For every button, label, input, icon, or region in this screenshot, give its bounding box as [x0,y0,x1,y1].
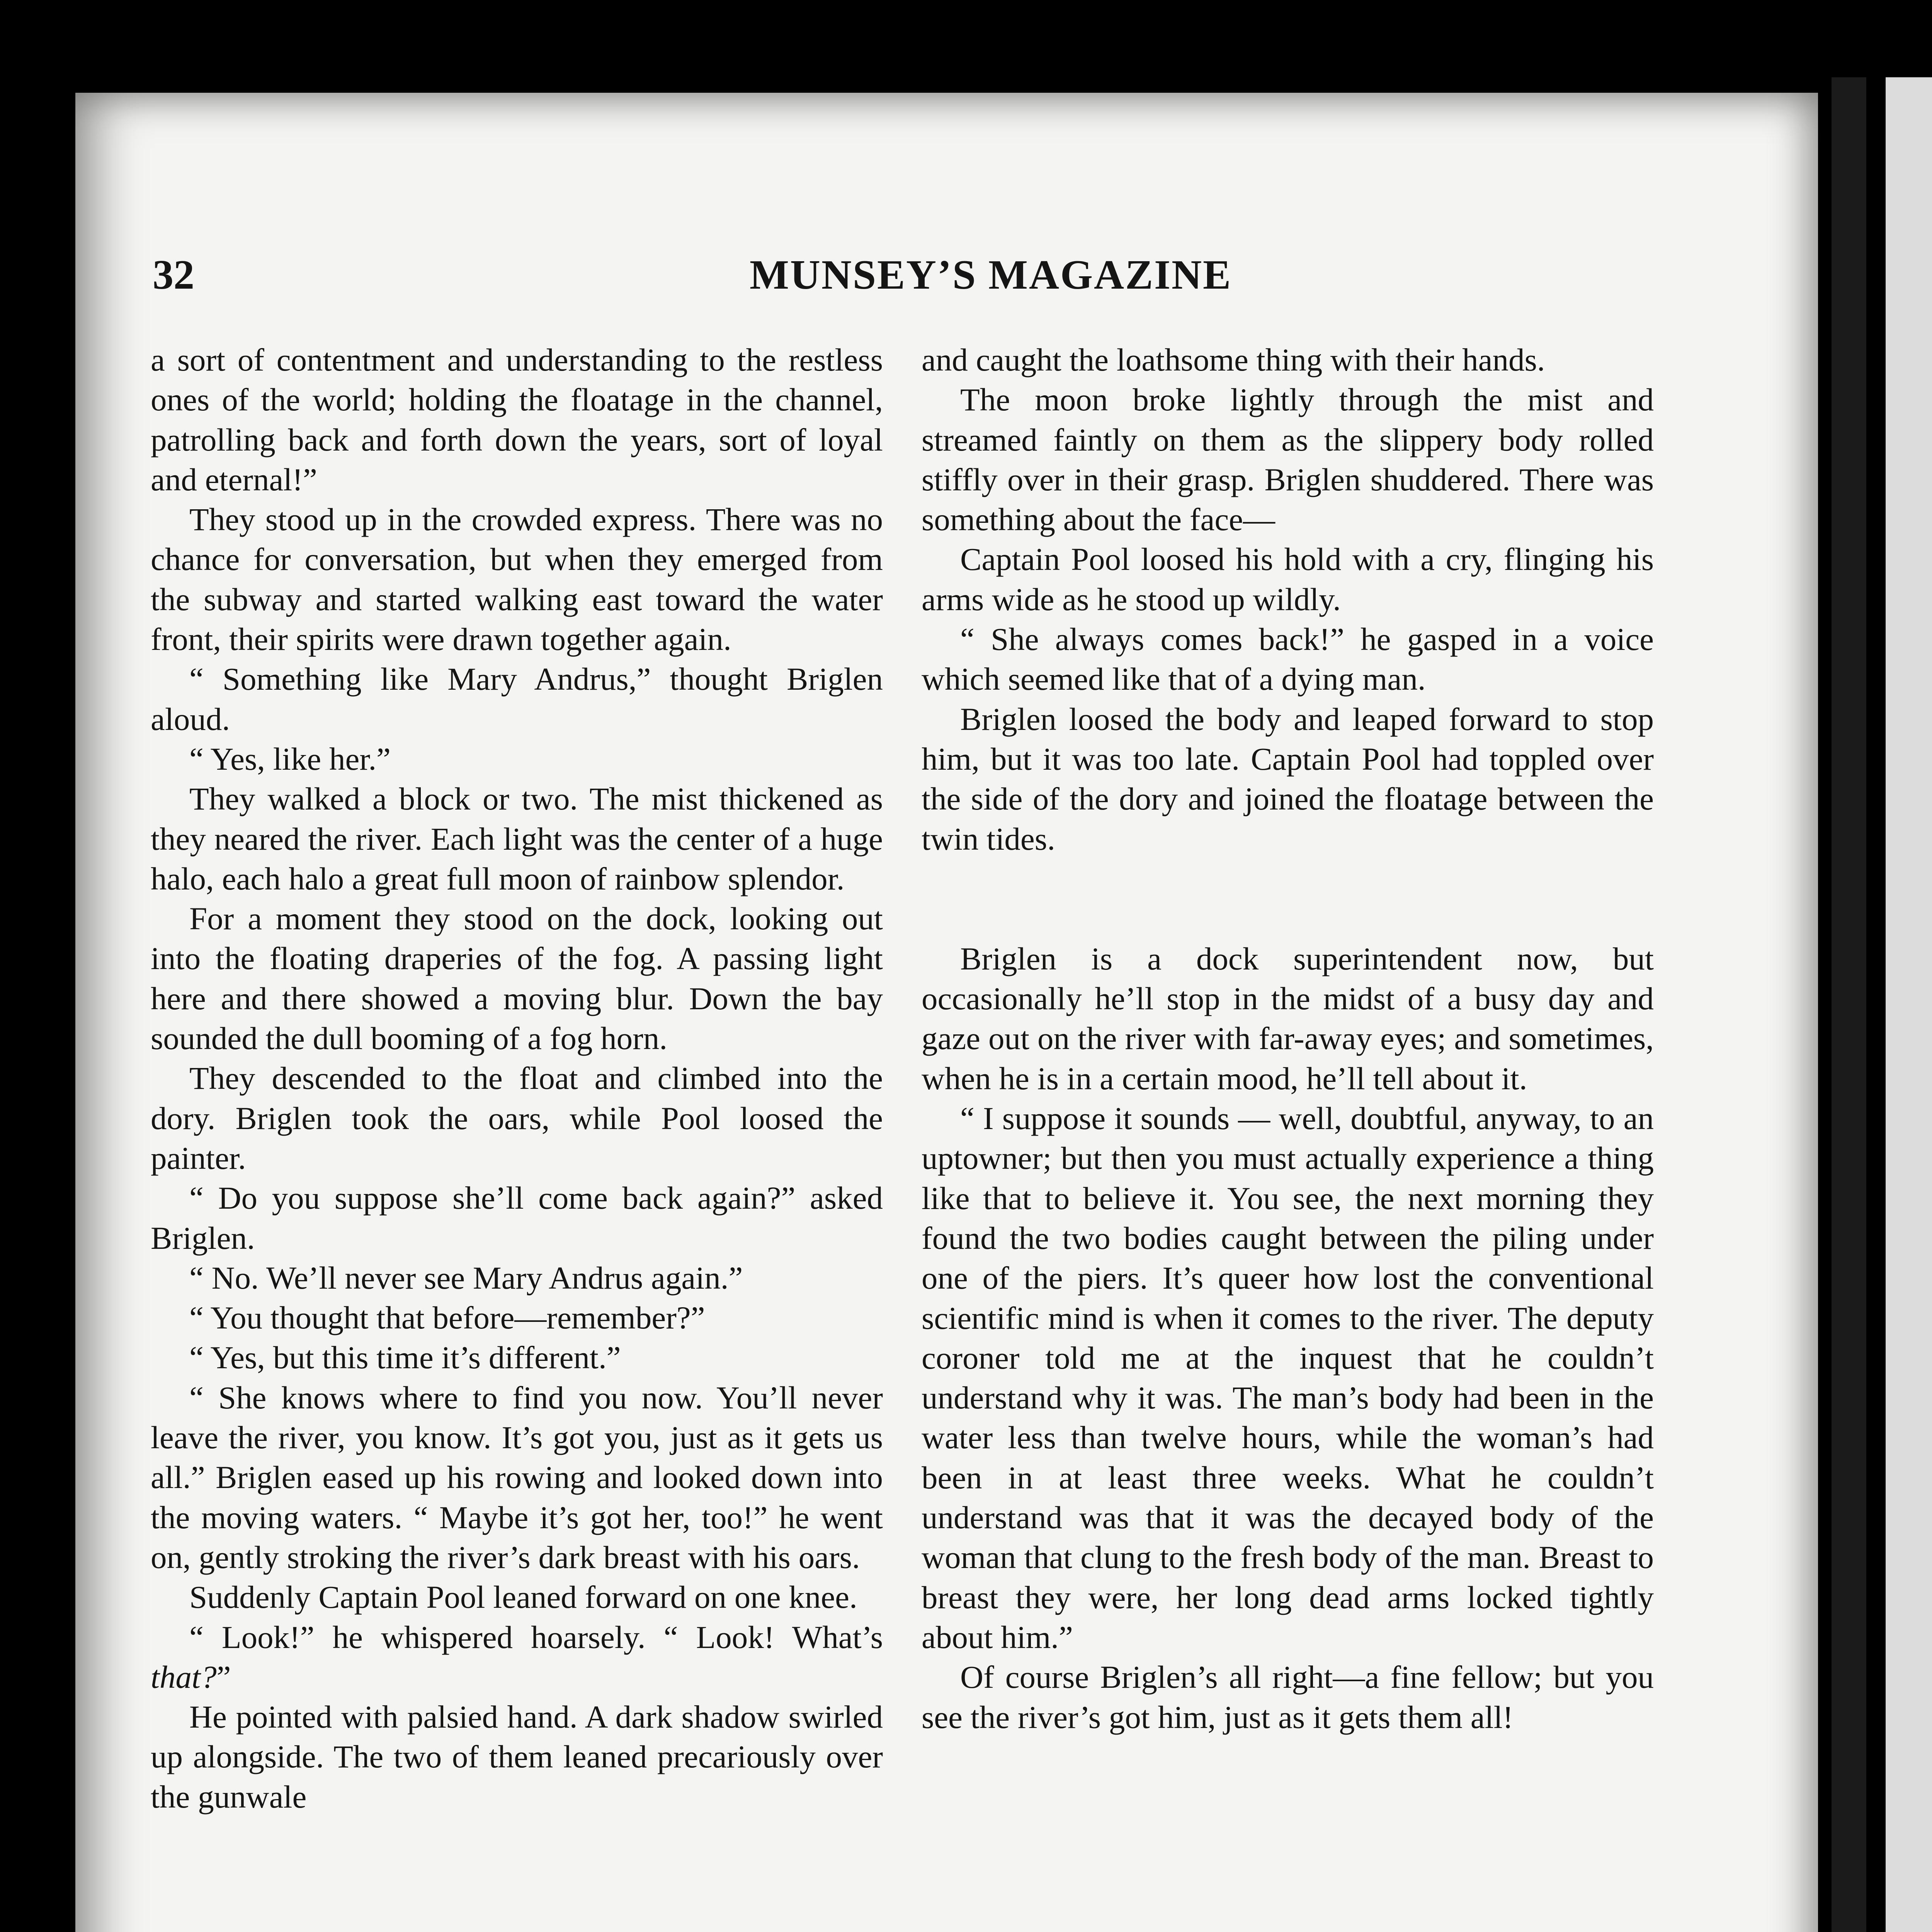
story-left-column [151,340,883,1817]
paragraph: “ Something like Mary Andrus,” thought Briglen aloud. [151,661,883,737]
paragraph: They descended to the float and climbed into the dory. Briglen took the oars, while Pool loosed the painter. [151,1060,883,1176]
paragraph [151,1617,883,1697]
facing-page-edge [1886,77,1932,1932]
paragraph: Briglen loosed the body and leaped forward to stop him, but it was too late. Captain Pool had toppled over the side of the dory and joined the floatage between the twin tides. [922,701,1654,857]
paragraph: The moon broke lightly through the mist and streamed faintly on them as the slippery body rolled stiffly over in their grasp. Briglen shuddered. There was something about the face— [922,382,1654,537]
paragraph: “ She always comes back!” he gasped in a voice which seemed like that of a dying man. [922,621,1654,697]
paragraph: and caught the loathsome thing with their hands. [922,342,1545,378]
story-right-column [922,340,1654,1737]
paragraph: For a moment they stood on the dock, looking out into the floating draperies of the fog. A passing light here and there showed a moving blur. Down the bay sounded the dull booming of a fog horn. [151,901,883,1056]
closing-quote: ” [216,1659,231,1695]
book-spine-shadow [1832,77,1866,1932]
paragraph: They stood up in the crowded express. There was no chance for conversation, but when they emerged from the subway and started walking east toward the water front, their spirits were drawn together again. [151,502,883,657]
dialogue-text: “ Look!” he whispered hoarsely. “ Look! What’s [189,1619,883,1655]
paragraph: Of course Briglen’s all right—a fine fellow; but you see the river’s got him, just as it gets them all! [922,1659,1654,1735]
paragraph: They walked a block or two. The mist thickened as they neared the river. Each light was the center of a huge halo, each halo a great full moon of rainbow splendor. [151,781,883,896]
paragraph: “ Do you suppose she’ll come back again?” asked Briglen. [151,1180,883,1256]
italic-word: that? [151,1659,217,1695]
paragraph: Briglen is a dock superintendent now, but occasionally he’ll stop in the midst of a busy day and gaze out on the river with far-away eyes; and sometimes, when he is in a certain mood, he’ll tell about it. [922,940,1654,1096]
paragraph: Captain Pool loosed his hold with a cry, flinging his arms wide as he stood up wildly. [922,541,1654,617]
paragraph: Suddenly Captain Pool leaned forward on one knee. [189,1579,857,1615]
paragraph: a sort of contentment and understanding to the restless ones of the world; holding the floatage in the channel, patrolling back and forth down the years, sort of loyal and eternal!” [151,342,883,497]
paragraph: He pointed with palsied hand. A dark shadow swirled up alongside. The two of them leaned precariously over the gunwale [151,1699,883,1815]
page-number: 32 [153,252,194,298]
paragraph: “ She knows where to find you now. You’ll never leave the river, you know. It’s got you, just as it gets us all.” Briglen eased up his rowing and looked down into the moving waters. “ Maybe it’s got her, too!” he went on, gently stroking the river’s dark breast with his oars. [151,1379,883,1575]
paragraph: “ Yes, but this time it’s different.” [189,1340,621,1376]
paragraph: “ You thought that before—remember?” [189,1300,705,1336]
paragraph: “ No. We’ll never see Mary Andrus again.” [189,1260,743,1296]
running-head: MUNSEY’S MAGAZINE [750,252,1232,298]
paragraph: “ I suppose it sounds — well, doubtful, anyway, to an uptowner; but then you must actually experience a thing like that to believe it. You see, the next morning they found the two bodies caught between the piling under one of the piers. It’s queer how lost the conventional scientific mind is when it comes to the river. The deputy coroner told me at the inquest that he couldn’t understand why it was. The man’s body had been in the water less than twelve hours, while the woman’s had been in at least three weeks. What he couldn’t understand was that it was the decayed body of the woman that clung to the fresh body of the man. Breast to breast they were, her long dead arms locked tightly about him.” [922,1100,1654,1655]
paragraph: “ Yes, like her.” [189,741,391,777]
